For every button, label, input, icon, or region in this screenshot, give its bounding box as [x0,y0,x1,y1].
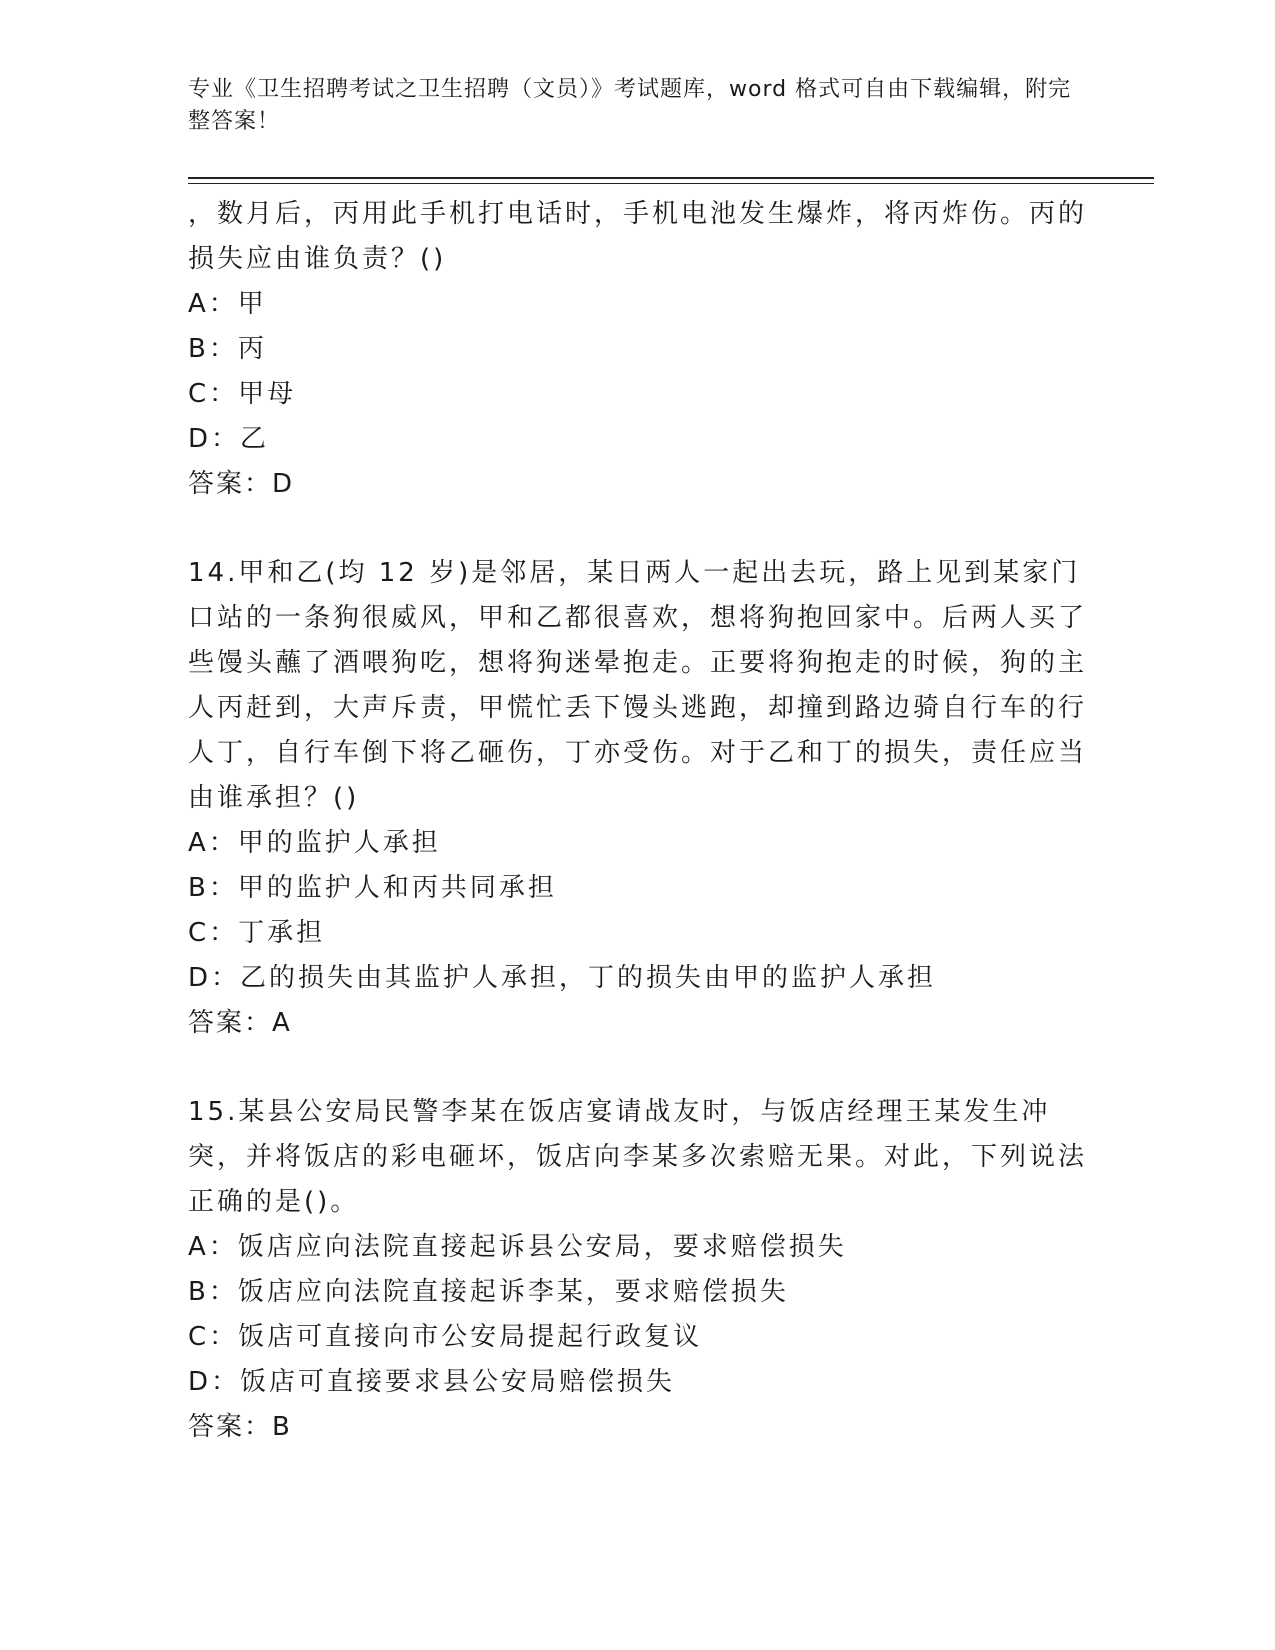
option-c: C：甲母 [188,379,297,409]
question-13-continuation [188,192,1088,507]
question-stem: 14.甲和乙(均 12 岁)是邻居，某日两人一起出去玩，路上见到某家门口站的一条狗很威风，甲和乙都很喜欢，想将狗抱回家中。后两人买了些馒头蘸了酒喂狗吃，想将狗迷晕抱走。正要将狗抱走的时候，狗的主人丙赶到，大声斥责，甲慌忙丢下馒头逃跑，却撞到路边骑自行车的行人丁，自行车倒下将乙砸伤，丁亦受伤。对于乙和丁的损失，责任应当由谁承担？() [188,558,1088,813]
option-c: C：饭店可直接向市公安局提起行政复议 [188,1322,703,1352]
answer-line: 答案：B [188,1412,292,1442]
header-divider-thin [188,183,1154,184]
question-15 [188,1090,1088,1450]
option-a: A：甲 [188,289,267,319]
question-stem: 15.某县公安局民警李某在饭店宴请战友时，与饭店经理王某发生冲突，并将饭店的彩电砸坏，饭店向李某多次索赔无果。对此，下列说法正确的是()。 [188,1097,1088,1217]
document-header: 专业《卫生招聘考试之卫生招聘（文员）》考试题库，word 格式可自由下载编辑，附完整答案！ [188,77,1072,134]
option-d: D：饭店可直接要求县公安局赔偿损失 [188,1367,676,1397]
answer-line: 答案：D [188,469,295,499]
option-c: C：丁承担 [188,918,326,948]
question-list [188,192,1088,1450]
question-stem: ，数月后，丙用此手机打电话时，手机电池发生爆炸，将丙炸伤。丙的损失应由谁负责？() [188,199,1088,274]
option-b: B：饭店应向法院直接起诉李某，要求赔偿损失 [188,1277,789,1307]
option-d: D：乙 [188,424,270,454]
option-b: B：丙 [188,334,267,364]
option-a: A：甲的监护人承担 [188,828,441,858]
question-14 [188,551,1088,1046]
option-a: A：饭店应向法院直接起诉县公安局，要求赔偿损失 [188,1232,847,1262]
option-d: D：乙的损失由其监护人承担，丁的损失由甲的监护人承担 [188,963,937,993]
header-divider-thick [188,177,1154,179]
answer-line: 答案：A [188,1008,292,1038]
option-b: B：甲的监护人和丙共同承担 [188,873,557,903]
